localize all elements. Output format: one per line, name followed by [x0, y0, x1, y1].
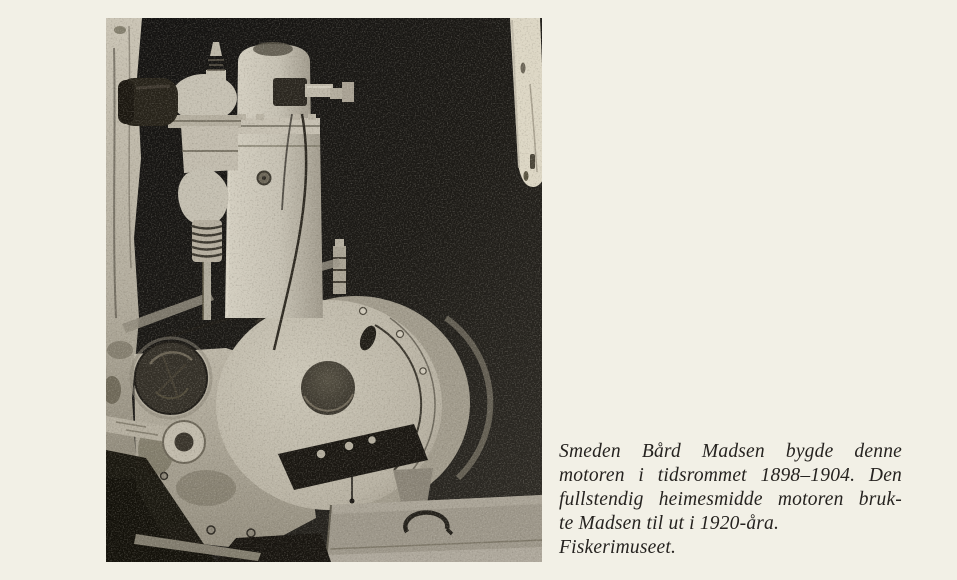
caption-line: te Madsen til ut i 1920-åra. [559, 513, 780, 534]
caption-line: Fiskerimuseet. [559, 537, 677, 558]
caption-line: Smeden Bård Madsen bygde denne [559, 441, 902, 462]
engine-photo-illustration [106, 18, 542, 562]
figure-caption [559, 440, 902, 560]
engine-photograph [106, 18, 542, 562]
photo-grain-dark [106, 18, 542, 562]
caption-line: motoren i tidsrommet 1898–1904. Den [559, 465, 902, 486]
caption-line: fullstendig heimesmidde motoren bruk- [559, 489, 902, 510]
